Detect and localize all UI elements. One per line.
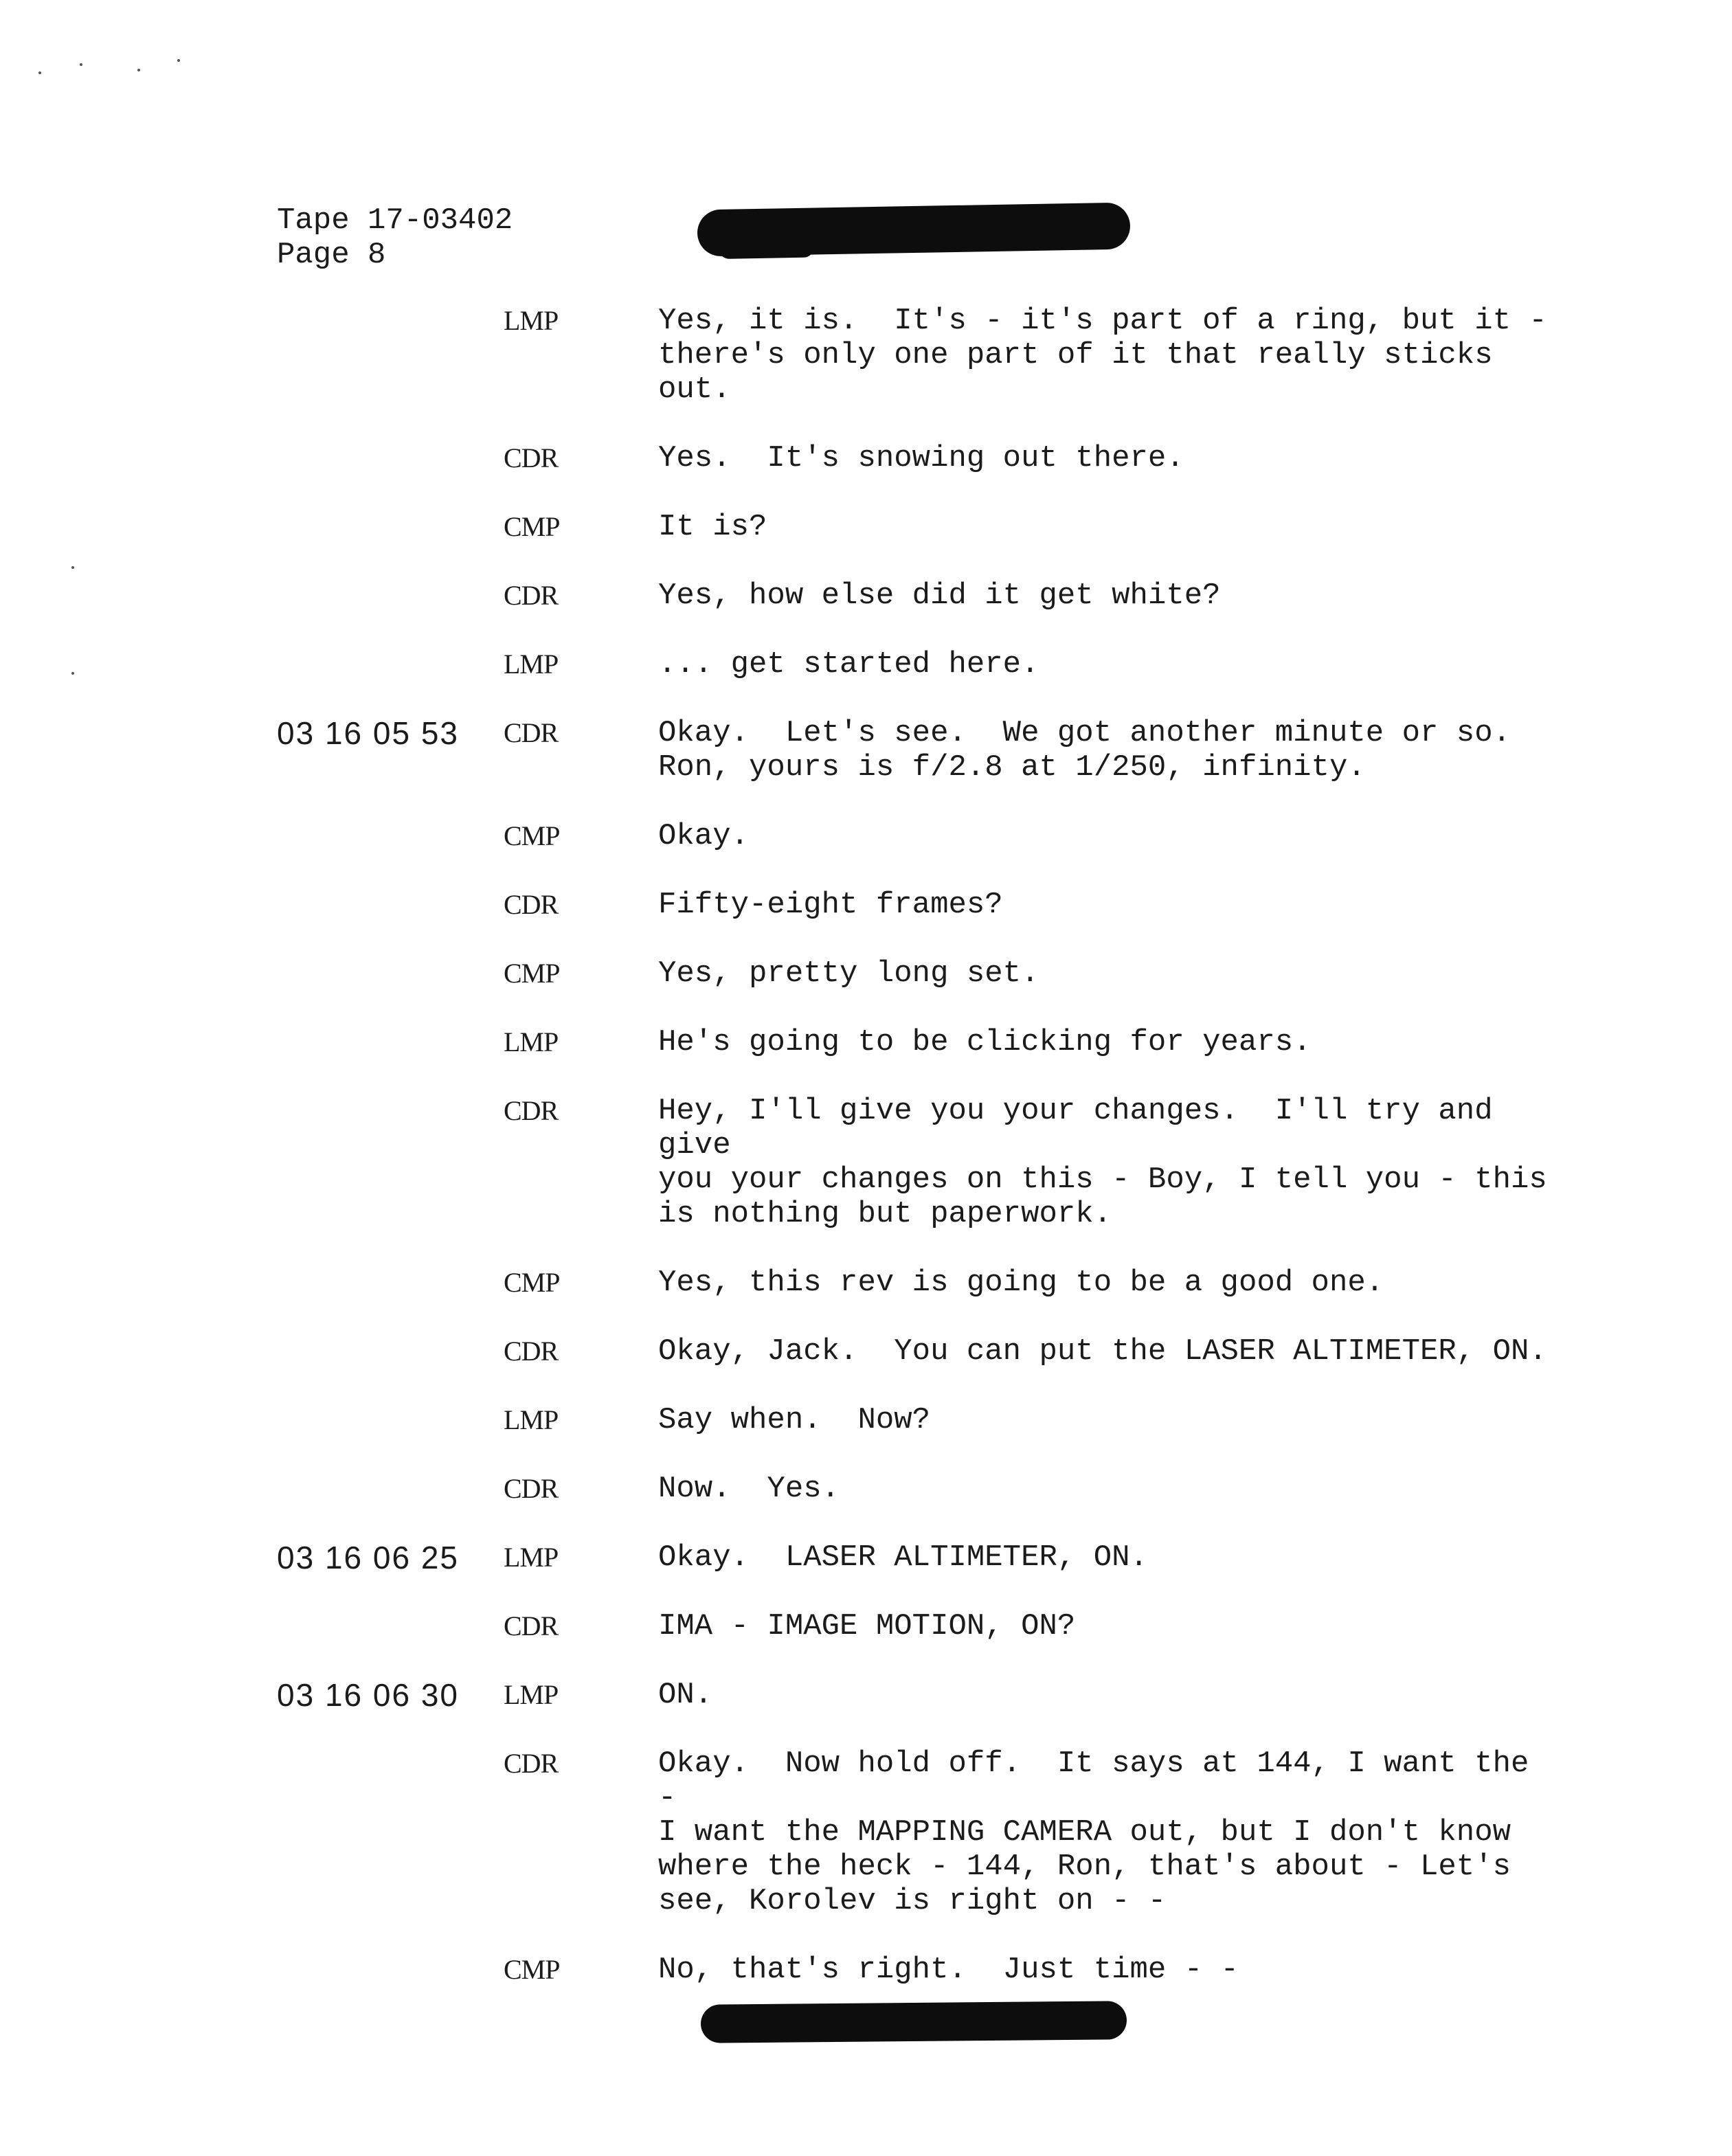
transcript-entry <box>277 579 1582 613</box>
utterance: Okay. LASER ALTIMETER, ON. <box>658 1540 1148 1575</box>
transcript-entry <box>277 1266 1582 1300</box>
speaker: CDR <box>504 1610 559 1641</box>
utterance: Okay. Now hold off. It says at 144, I want the - I want the MAPPING CAMERA out, but I don't know where the heck - 144, Ron, that's about - Let's see, Korolev is right on - - <box>658 1747 1529 1918</box>
transcript-entry <box>277 647 1582 682</box>
timestamp: 03 16 06 30 <box>277 1677 460 1713</box>
scan-speck <box>38 71 41 74</box>
speaker: CMP <box>504 1267 560 1298</box>
transcript-entry <box>277 1747 1582 1918</box>
utterance: Now. Yes. <box>658 1472 840 1506</box>
utterance: It is? <box>658 510 767 544</box>
speaker: LMP <box>504 1542 559 1573</box>
scan-speck <box>177 59 180 62</box>
transcript-entry <box>277 304 1582 407</box>
redaction-mark-top <box>697 203 1130 257</box>
page-header <box>277 203 513 272</box>
transcript-entry <box>277 1094 1582 1231</box>
transcript-entry <box>277 716 1582 785</box>
speaker: CDR <box>504 1748 559 1779</box>
utterance: Okay. Let's see. We got another minute or so. Ron, yours is f/2.8 at 1/250, infinity. <box>658 716 1511 785</box>
speaker: LMP <box>504 305 559 336</box>
transcript-entry <box>277 1540 1582 1575</box>
transcript <box>277 304 1582 2021</box>
transcript-entry <box>277 1678 1582 1712</box>
timestamp: 03 16 05 53 <box>277 715 460 751</box>
page-number: Page 8 <box>277 238 386 272</box>
utterance: Okay, Jack. You can put the LASER ALTIMETER, ON. <box>658 1334 1547 1369</box>
utterance: Fifty-eight frames? <box>658 888 1003 922</box>
scan-speck <box>137 69 140 71</box>
utterance: Hey, I'll give you your changes. I'll try and give you your changes on this - Boy, I tell you - this is nothing but paperwork. <box>658 1094 1547 1231</box>
utterance: He's going to be clicking for years. <box>658 1025 1312 1059</box>
speaker: CMP <box>504 1954 560 1985</box>
speaker: CDR <box>504 1095 559 1126</box>
transcript-entry <box>277 1609 1582 1643</box>
speaker: CMP <box>504 958 560 989</box>
redaction-mark-bottom <box>701 2001 1127 2043</box>
transcript-entry <box>277 510 1582 544</box>
transcript-entry <box>277 1403 1582 1437</box>
transcript-entry <box>277 441 1582 475</box>
tape-number: Tape 17-03402 <box>277 203 513 238</box>
utterance: Okay. <box>658 819 750 853</box>
transcript-entry <box>277 888 1582 922</box>
utterance: Yes, pretty long set. <box>658 956 1039 991</box>
speaker: CMP <box>504 820 560 851</box>
scan-speck <box>71 672 74 675</box>
utterance: No, that's right. Just time - - <box>658 1953 1239 1987</box>
speaker: CDR <box>504 1336 559 1367</box>
transcript-entry <box>277 1472 1582 1506</box>
speaker: LMP <box>504 1026 559 1057</box>
utterance: Yes. It's snowing out there. <box>658 441 1184 475</box>
transcript-entry <box>277 1334 1582 1369</box>
speaker: LMP <box>504 649 559 680</box>
scan-speck <box>71 566 74 569</box>
utterance: Yes, this rev is going to be a good one. <box>658 1266 1384 1300</box>
utterance: ... get started here. <box>658 647 1039 682</box>
speaker: CDR <box>504 1473 559 1504</box>
speaker: CDR <box>504 442 559 473</box>
utterance: IMA - IMAGE MOTION, ON? <box>658 1609 1076 1643</box>
speaker: LMP <box>504 1679 559 1710</box>
utterance: Yes, it is. It's - it's part of a ring, but it - there's only one part of it that really sticks out. <box>658 304 1547 407</box>
transcript-entry <box>277 819 1582 853</box>
scan-speck <box>80 63 82 66</box>
speaker: CDR <box>504 717 559 748</box>
transcript-entry <box>277 1025 1582 1059</box>
utterance: ON. <box>658 1678 713 1712</box>
utterance: Yes, how else did it get white? <box>658 579 1221 613</box>
transcript-entry <box>277 1953 1582 1987</box>
speaker: CDR <box>504 889 559 920</box>
speaker: LMP <box>504 1404 559 1435</box>
timestamp: 03 16 06 25 <box>277 1540 460 1575</box>
speaker: CMP <box>504 511 560 542</box>
transcript-entry <box>277 956 1582 991</box>
utterance: Say when. Now? <box>658 1403 931 1437</box>
speaker: CDR <box>504 580 559 611</box>
